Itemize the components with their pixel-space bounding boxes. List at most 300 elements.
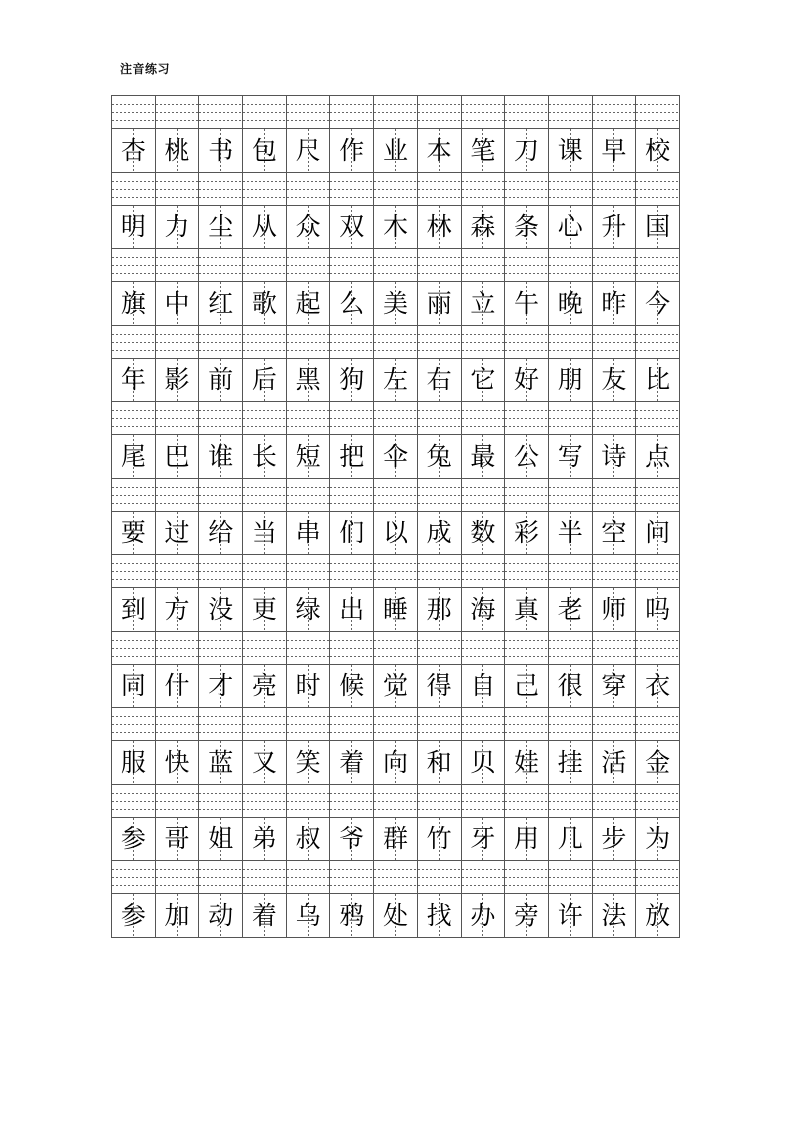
pinyin-writing-lines[interactable]: [505, 708, 548, 741]
grid-cell: [199, 249, 243, 326]
character-box: [112, 665, 155, 708]
hanzi-character: 牙: [470, 824, 496, 854]
pinyin-writing-lines[interactable]: [243, 632, 286, 665]
hanzi-character: 起: [295, 288, 321, 318]
hanzi-character: 尘: [208, 212, 234, 242]
hanzi-character: 晚: [557, 288, 583, 318]
pinyin-writing-lines[interactable]: [549, 402, 592, 435]
pinyin-writing-lines[interactable]: [199, 402, 242, 435]
hanzi-character: 亮: [251, 671, 277, 701]
character-box: [462, 282, 505, 325]
pinyin-writing-lines[interactable]: [593, 555, 636, 588]
pinyin-writing-lines[interactable]: [462, 555, 505, 588]
pinyin-writing-lines[interactable]: [593, 173, 636, 206]
hanzi-character: 到: [120, 594, 146, 624]
pinyin-writing-lines[interactable]: [374, 173, 417, 206]
hanzi-character: 左: [382, 365, 408, 395]
pinyin-writing-lines[interactable]: [156, 402, 199, 435]
pinyin-writing-lines[interactable]: [418, 249, 461, 282]
hanzi-character: 找: [426, 900, 452, 930]
pinyin-writing-lines[interactable]: [636, 861, 679, 894]
character-box: [549, 359, 592, 402]
character-box: [636, 894, 679, 937]
pinyin-writing-lines[interactable]: [374, 96, 417, 129]
pinyin-writing-lines[interactable]: [462, 708, 505, 741]
pinyin-writing-lines[interactable]: [549, 96, 592, 129]
character-box: [287, 741, 330, 784]
pinyin-writing-lines[interactable]: [374, 708, 417, 741]
pinyin-writing-lines[interactable]: [112, 708, 155, 741]
pinyin-writing-lines[interactable]: [243, 402, 286, 435]
pinyin-writing-lines[interactable]: [593, 632, 636, 665]
pinyin-writing-lines[interactable]: [593, 402, 636, 435]
pinyin-writing-lines[interactable]: [636, 555, 679, 588]
character-box: [374, 282, 417, 325]
grid-cell: [374, 173, 418, 250]
pinyin-writing-lines[interactable]: [199, 96, 242, 129]
hanzi-character: 红: [208, 288, 234, 318]
character-box: [374, 206, 417, 249]
grid-cell: [330, 173, 374, 250]
pinyin-writing-lines[interactable]: [374, 479, 417, 512]
character-box: [112, 129, 155, 172]
pinyin-writing-lines[interactable]: [374, 861, 417, 894]
pinyin-writing-lines[interactable]: [462, 785, 505, 818]
pinyin-writing-lines[interactable]: [374, 249, 417, 282]
pinyin-writing-lines[interactable]: [112, 861, 155, 894]
pinyin-writing-lines[interactable]: [199, 708, 242, 741]
pinyin-writing-lines[interactable]: [287, 555, 330, 588]
character-box: [199, 512, 242, 555]
hanzi-character: 弟: [251, 824, 277, 854]
hanzi-character: 出: [339, 594, 365, 624]
grid-cell: [636, 249, 680, 326]
pinyin-writing-lines[interactable]: [243, 173, 286, 206]
pinyin-writing-lines[interactable]: [593, 96, 636, 129]
hanzi-character: 过: [164, 518, 190, 548]
pinyin-writing-lines[interactable]: [593, 785, 636, 818]
pinyin-writing-lines[interactable]: [418, 632, 461, 665]
pinyin-writing-lines[interactable]: [112, 555, 155, 588]
pinyin-writing-lines[interactable]: [199, 326, 242, 359]
pinyin-writing-lines[interactable]: [636, 249, 679, 282]
pinyin-writing-lines[interactable]: [549, 173, 592, 206]
pinyin-writing-lines[interactable]: [462, 479, 505, 512]
pinyin-writing-lines[interactable]: [418, 173, 461, 206]
hanzi-character: 和: [426, 747, 452, 777]
character-box: [287, 359, 330, 402]
pinyin-writing-lines[interactable]: [156, 555, 199, 588]
pinyin-writing-lines[interactable]: [287, 96, 330, 129]
pinyin-writing-lines[interactable]: [549, 785, 592, 818]
pinyin-writing-lines[interactable]: [156, 249, 199, 282]
character-box: [156, 129, 199, 172]
grid-row: [112, 173, 680, 250]
character-box: [330, 282, 373, 325]
character-box: [330, 894, 373, 937]
pinyin-writing-lines[interactable]: [287, 326, 330, 359]
hanzi-character: 笑: [295, 747, 321, 777]
grid-cell: [243, 708, 287, 785]
pinyin-writing-lines[interactable]: [330, 326, 373, 359]
hanzi-character: 真: [514, 594, 540, 624]
pinyin-writing-lines[interactable]: [462, 402, 505, 435]
pinyin-writing-lines[interactable]: [593, 326, 636, 359]
grid-cell: [374, 555, 418, 632]
grid-cell: [330, 785, 374, 862]
pinyin-writing-lines[interactable]: [330, 632, 373, 665]
pinyin-writing-lines[interactable]: [156, 96, 199, 129]
pinyin-writing-lines[interactable]: [549, 479, 592, 512]
hanzi-character: 升: [601, 212, 627, 242]
pinyin-writing-lines[interactable]: [636, 785, 679, 818]
hanzi-character: 几: [557, 824, 583, 854]
character-box: [287, 129, 330, 172]
character-box: [593, 435, 636, 478]
pinyin-writing-lines[interactable]: [505, 402, 548, 435]
pinyin-writing-lines[interactable]: [418, 555, 461, 588]
pinyin-writing-lines[interactable]: [243, 861, 286, 894]
grid-cell: [462, 861, 506, 938]
hanzi-character: 年: [120, 365, 146, 395]
character-box: [243, 894, 286, 937]
pinyin-writing-lines[interactable]: [505, 249, 548, 282]
hanzi-character: 竹: [426, 824, 452, 854]
pinyin-writing-lines[interactable]: [243, 326, 286, 359]
character-box: [636, 741, 679, 784]
pinyin-writing-lines[interactable]: [287, 479, 330, 512]
hanzi-character: 自: [470, 671, 496, 701]
pinyin-writing-lines[interactable]: [374, 785, 417, 818]
hanzi-character: 作: [339, 135, 365, 165]
grid-cell: [112, 785, 156, 862]
pinyin-writing-lines[interactable]: [287, 708, 330, 741]
grid-cell: [287, 326, 331, 403]
hanzi-character: 旗: [120, 288, 146, 318]
hanzi-character: 心: [557, 212, 583, 242]
page-title: 注音练习: [120, 62, 171, 76]
hanzi-character: 姐: [208, 824, 234, 854]
pinyin-writing-lines[interactable]: [549, 861, 592, 894]
character-box: [418, 359, 461, 402]
hanzi-character: 么: [339, 288, 365, 318]
pinyin-writing-lines[interactable]: [243, 479, 286, 512]
hanzi-character: 众: [295, 212, 321, 242]
pinyin-writing-lines[interactable]: [374, 326, 417, 359]
pinyin-writing-lines[interactable]: [112, 632, 155, 665]
pinyin-writing-lines[interactable]: [462, 96, 505, 129]
pinyin-writing-lines[interactable]: [330, 402, 373, 435]
hanzi-character: 海: [470, 594, 496, 624]
pinyin-writing-lines[interactable]: [287, 785, 330, 818]
hanzi-character: 尾: [120, 441, 146, 471]
pinyin-writing-lines[interactable]: [156, 861, 199, 894]
pinyin-writing-lines[interactable]: [636, 708, 679, 741]
grid-cell: [287, 479, 331, 556]
hanzi-character: 伞: [382, 441, 408, 471]
hanzi-character: 木: [382, 212, 408, 242]
character-box: [505, 359, 548, 402]
hanzi-character: 立: [470, 288, 496, 318]
pinyin-writing-lines[interactable]: [593, 479, 636, 512]
pinyin-writing-lines[interactable]: [505, 785, 548, 818]
character-box: [505, 741, 548, 784]
hanzi-character: 那: [426, 594, 452, 624]
pinyin-writing-lines[interactable]: [636, 173, 679, 206]
pinyin-writing-lines[interactable]: [112, 326, 155, 359]
character-box: [199, 894, 242, 937]
pinyin-writing-lines[interactable]: [549, 708, 592, 741]
character-box: [418, 741, 461, 784]
hanzi-character: 本: [426, 135, 452, 165]
character-box: [374, 359, 417, 402]
pinyin-writing-lines[interactable]: [636, 632, 679, 665]
grid-cell: [593, 555, 637, 632]
character-box: [549, 665, 592, 708]
hanzi-character: 好: [514, 365, 540, 395]
pinyin-writing-lines[interactable]: [112, 785, 155, 818]
pinyin-writing-lines[interactable]: [287, 861, 330, 894]
pinyin-writing-lines[interactable]: [418, 861, 461, 894]
hanzi-character: 诗: [601, 441, 627, 471]
pinyin-writing-lines[interactable]: [505, 555, 548, 588]
hanzi-character: 前: [208, 365, 234, 395]
pinyin-writing-lines[interactable]: [287, 173, 330, 206]
hanzi-character: 以: [382, 518, 408, 548]
pinyin-writing-lines[interactable]: [593, 249, 636, 282]
grid-cell: [418, 785, 462, 862]
character-box: [287, 894, 330, 937]
hanzi-character: 右: [426, 365, 452, 395]
pinyin-writing-lines[interactable]: [112, 249, 155, 282]
hanzi-character: 串: [295, 518, 321, 548]
hanzi-character: 早: [601, 135, 627, 165]
character-box: [418, 665, 461, 708]
grid-cell: [243, 479, 287, 556]
grid-cell: [374, 708, 418, 785]
hanzi-character: 数: [470, 518, 496, 548]
pinyin-writing-lines[interactable]: [418, 326, 461, 359]
grid-cell: [112, 555, 156, 632]
character-box: [112, 435, 155, 478]
pinyin-writing-lines[interactable]: [330, 708, 373, 741]
pinyin-writing-lines[interactable]: [287, 402, 330, 435]
pinyin-writing-lines[interactable]: [112, 402, 155, 435]
pinyin-writing-lines[interactable]: [505, 326, 548, 359]
grid-cell: [462, 632, 506, 709]
pinyin-writing-lines[interactable]: [199, 555, 242, 588]
pinyin-writing-lines[interactable]: [156, 708, 199, 741]
hanzi-character: 短: [295, 441, 321, 471]
pinyin-writing-lines[interactable]: [418, 402, 461, 435]
pinyin-writing-lines[interactable]: [462, 249, 505, 282]
grid-cell: [243, 173, 287, 250]
grid-cell: [593, 479, 637, 556]
grid-cell: [156, 173, 200, 250]
grid-cell: [505, 861, 549, 938]
pinyin-writing-lines[interactable]: [549, 249, 592, 282]
character-box: [199, 206, 242, 249]
grid-cell: [636, 173, 680, 250]
pinyin-writing-lines[interactable]: [593, 861, 636, 894]
pinyin-writing-lines[interactable]: [330, 249, 373, 282]
pinyin-writing-lines[interactable]: [418, 96, 461, 129]
hanzi-character: 狗: [339, 365, 365, 395]
pinyin-writing-lines[interactable]: [243, 785, 286, 818]
pinyin-writing-lines[interactable]: [330, 785, 373, 818]
pinyin-writing-lines[interactable]: [374, 632, 417, 665]
character-box: [330, 206, 373, 249]
character-box: [462, 435, 505, 478]
hanzi-character: 刀: [514, 135, 540, 165]
character-box: [243, 359, 286, 402]
pinyin-writing-lines[interactable]: [462, 326, 505, 359]
grid-cell: [636, 708, 680, 785]
pinyin-writing-lines[interactable]: [156, 479, 199, 512]
pinyin-writing-lines[interactable]: [243, 555, 286, 588]
pinyin-writing-lines[interactable]: [549, 326, 592, 359]
character-box: [156, 206, 199, 249]
pinyin-writing-lines[interactable]: [330, 555, 373, 588]
hanzi-character: 比: [645, 365, 671, 395]
character-box: [593, 282, 636, 325]
character-box: [199, 665, 242, 708]
pinyin-writing-lines[interactable]: [374, 402, 417, 435]
hanzi-character: 杏: [120, 135, 146, 165]
character-box: [636, 206, 679, 249]
pinyin-writing-lines[interactable]: [549, 632, 592, 665]
hanzi-character: 爷: [339, 824, 365, 854]
character-box: [156, 741, 199, 784]
pinyin-writing-lines[interactable]: [505, 861, 548, 894]
pinyin-writing-lines[interactable]: [505, 479, 548, 512]
grid-cell: [418, 479, 462, 556]
character-box: [199, 741, 242, 784]
grid-cell: [418, 249, 462, 326]
grid-cell: [243, 326, 287, 403]
pinyin-writing-lines[interactable]: [199, 249, 242, 282]
grid-cell: [505, 555, 549, 632]
character-box: [549, 435, 592, 478]
pinyin-writing-lines[interactable]: [243, 96, 286, 129]
grid-cell: [418, 173, 462, 250]
pinyin-writing-lines[interactable]: [199, 173, 242, 206]
grid-cell: [330, 326, 374, 403]
character-box: [199, 588, 242, 631]
character-box: [330, 435, 373, 478]
pinyin-writing-lines[interactable]: [199, 479, 242, 512]
character-box: [156, 894, 199, 937]
pinyin-writing-lines[interactable]: [462, 861, 505, 894]
pinyin-writing-lines[interactable]: [243, 249, 286, 282]
character-box: [243, 741, 286, 784]
hanzi-character: 候: [339, 671, 365, 701]
character-box: [505, 818, 548, 861]
grid-cell: [330, 861, 374, 938]
character-box: [505, 894, 548, 937]
character-box: [374, 894, 417, 937]
grid-cell: [374, 249, 418, 326]
pinyin-writing-lines[interactable]: [418, 785, 461, 818]
pinyin-writing-lines[interactable]: [287, 632, 330, 665]
pinyin-writing-lines[interactable]: [505, 632, 548, 665]
grid-cell: [505, 785, 549, 862]
grid-cell: [287, 785, 331, 862]
pinyin-writing-lines[interactable]: [330, 173, 373, 206]
pinyin-writing-lines[interactable]: [156, 173, 199, 206]
hanzi-character: 包: [251, 135, 277, 165]
pinyin-writing-lines[interactable]: [505, 173, 548, 206]
pinyin-writing-lines[interactable]: [374, 555, 417, 588]
pinyin-writing-lines[interactable]: [330, 96, 373, 129]
pinyin-writing-lines[interactable]: [156, 632, 199, 665]
pinyin-writing-lines[interactable]: [462, 173, 505, 206]
grid-cell: [199, 173, 243, 250]
hanzi-character: 为: [645, 824, 671, 854]
character-box: [462, 512, 505, 555]
pinyin-writing-lines[interactable]: [199, 861, 242, 894]
pinyin-writing-lines[interactable]: [156, 326, 199, 359]
pinyin-writing-lines[interactable]: [636, 402, 679, 435]
pinyin-writing-lines[interactable]: [418, 708, 461, 741]
character-box: [462, 588, 505, 631]
pinyin-writing-lines[interactable]: [636, 96, 679, 129]
hanzi-character: 校: [645, 135, 671, 165]
grid-cell: [636, 96, 680, 173]
pinyin-writing-lines[interactable]: [549, 555, 592, 588]
pinyin-writing-lines[interactable]: [636, 479, 679, 512]
pinyin-writing-lines[interactable]: [330, 861, 373, 894]
hanzi-character: 公: [514, 441, 540, 471]
character-box: [243, 665, 286, 708]
pinyin-writing-lines[interactable]: [505, 96, 548, 129]
hanzi-character: 叔: [295, 824, 321, 854]
character-box: [156, 588, 199, 631]
pinyin-writing-lines[interactable]: [112, 173, 155, 206]
character-box: [287, 818, 330, 861]
hanzi-character: 业: [382, 135, 408, 165]
hanzi-character: 明: [120, 212, 146, 242]
pinyin-writing-lines[interactable]: [287, 249, 330, 282]
grid-row: [112, 555, 680, 632]
pinyin-writing-lines[interactable]: [199, 632, 242, 665]
pinyin-writing-lines[interactable]: [243, 708, 286, 741]
pinyin-writing-lines[interactable]: [636, 326, 679, 359]
grid-cell: [330, 555, 374, 632]
pinyin-writing-lines[interactable]: [593, 708, 636, 741]
grid-cell: [593, 173, 637, 250]
character-box: [243, 129, 286, 172]
pinyin-writing-lines[interactable]: [112, 479, 155, 512]
character-box: [549, 818, 592, 861]
grid-cell: [330, 479, 374, 556]
character-box: [418, 588, 461, 631]
pinyin-writing-lines[interactable]: [112, 96, 155, 129]
character-box: [287, 588, 330, 631]
character-box: [462, 741, 505, 784]
grid-cell: [156, 479, 200, 556]
pinyin-writing-lines[interactable]: [418, 479, 461, 512]
pinyin-writing-lines[interactable]: [330, 479, 373, 512]
pinyin-writing-lines[interactable]: [199, 785, 242, 818]
character-box: [287, 512, 330, 555]
character-box: [243, 206, 286, 249]
pinyin-writing-lines[interactable]: [462, 632, 505, 665]
grid-row: [112, 861, 680, 938]
grid-cell: [287, 861, 331, 938]
pinyin-writing-lines[interactable]: [156, 785, 199, 818]
grid-cell: [199, 632, 243, 709]
